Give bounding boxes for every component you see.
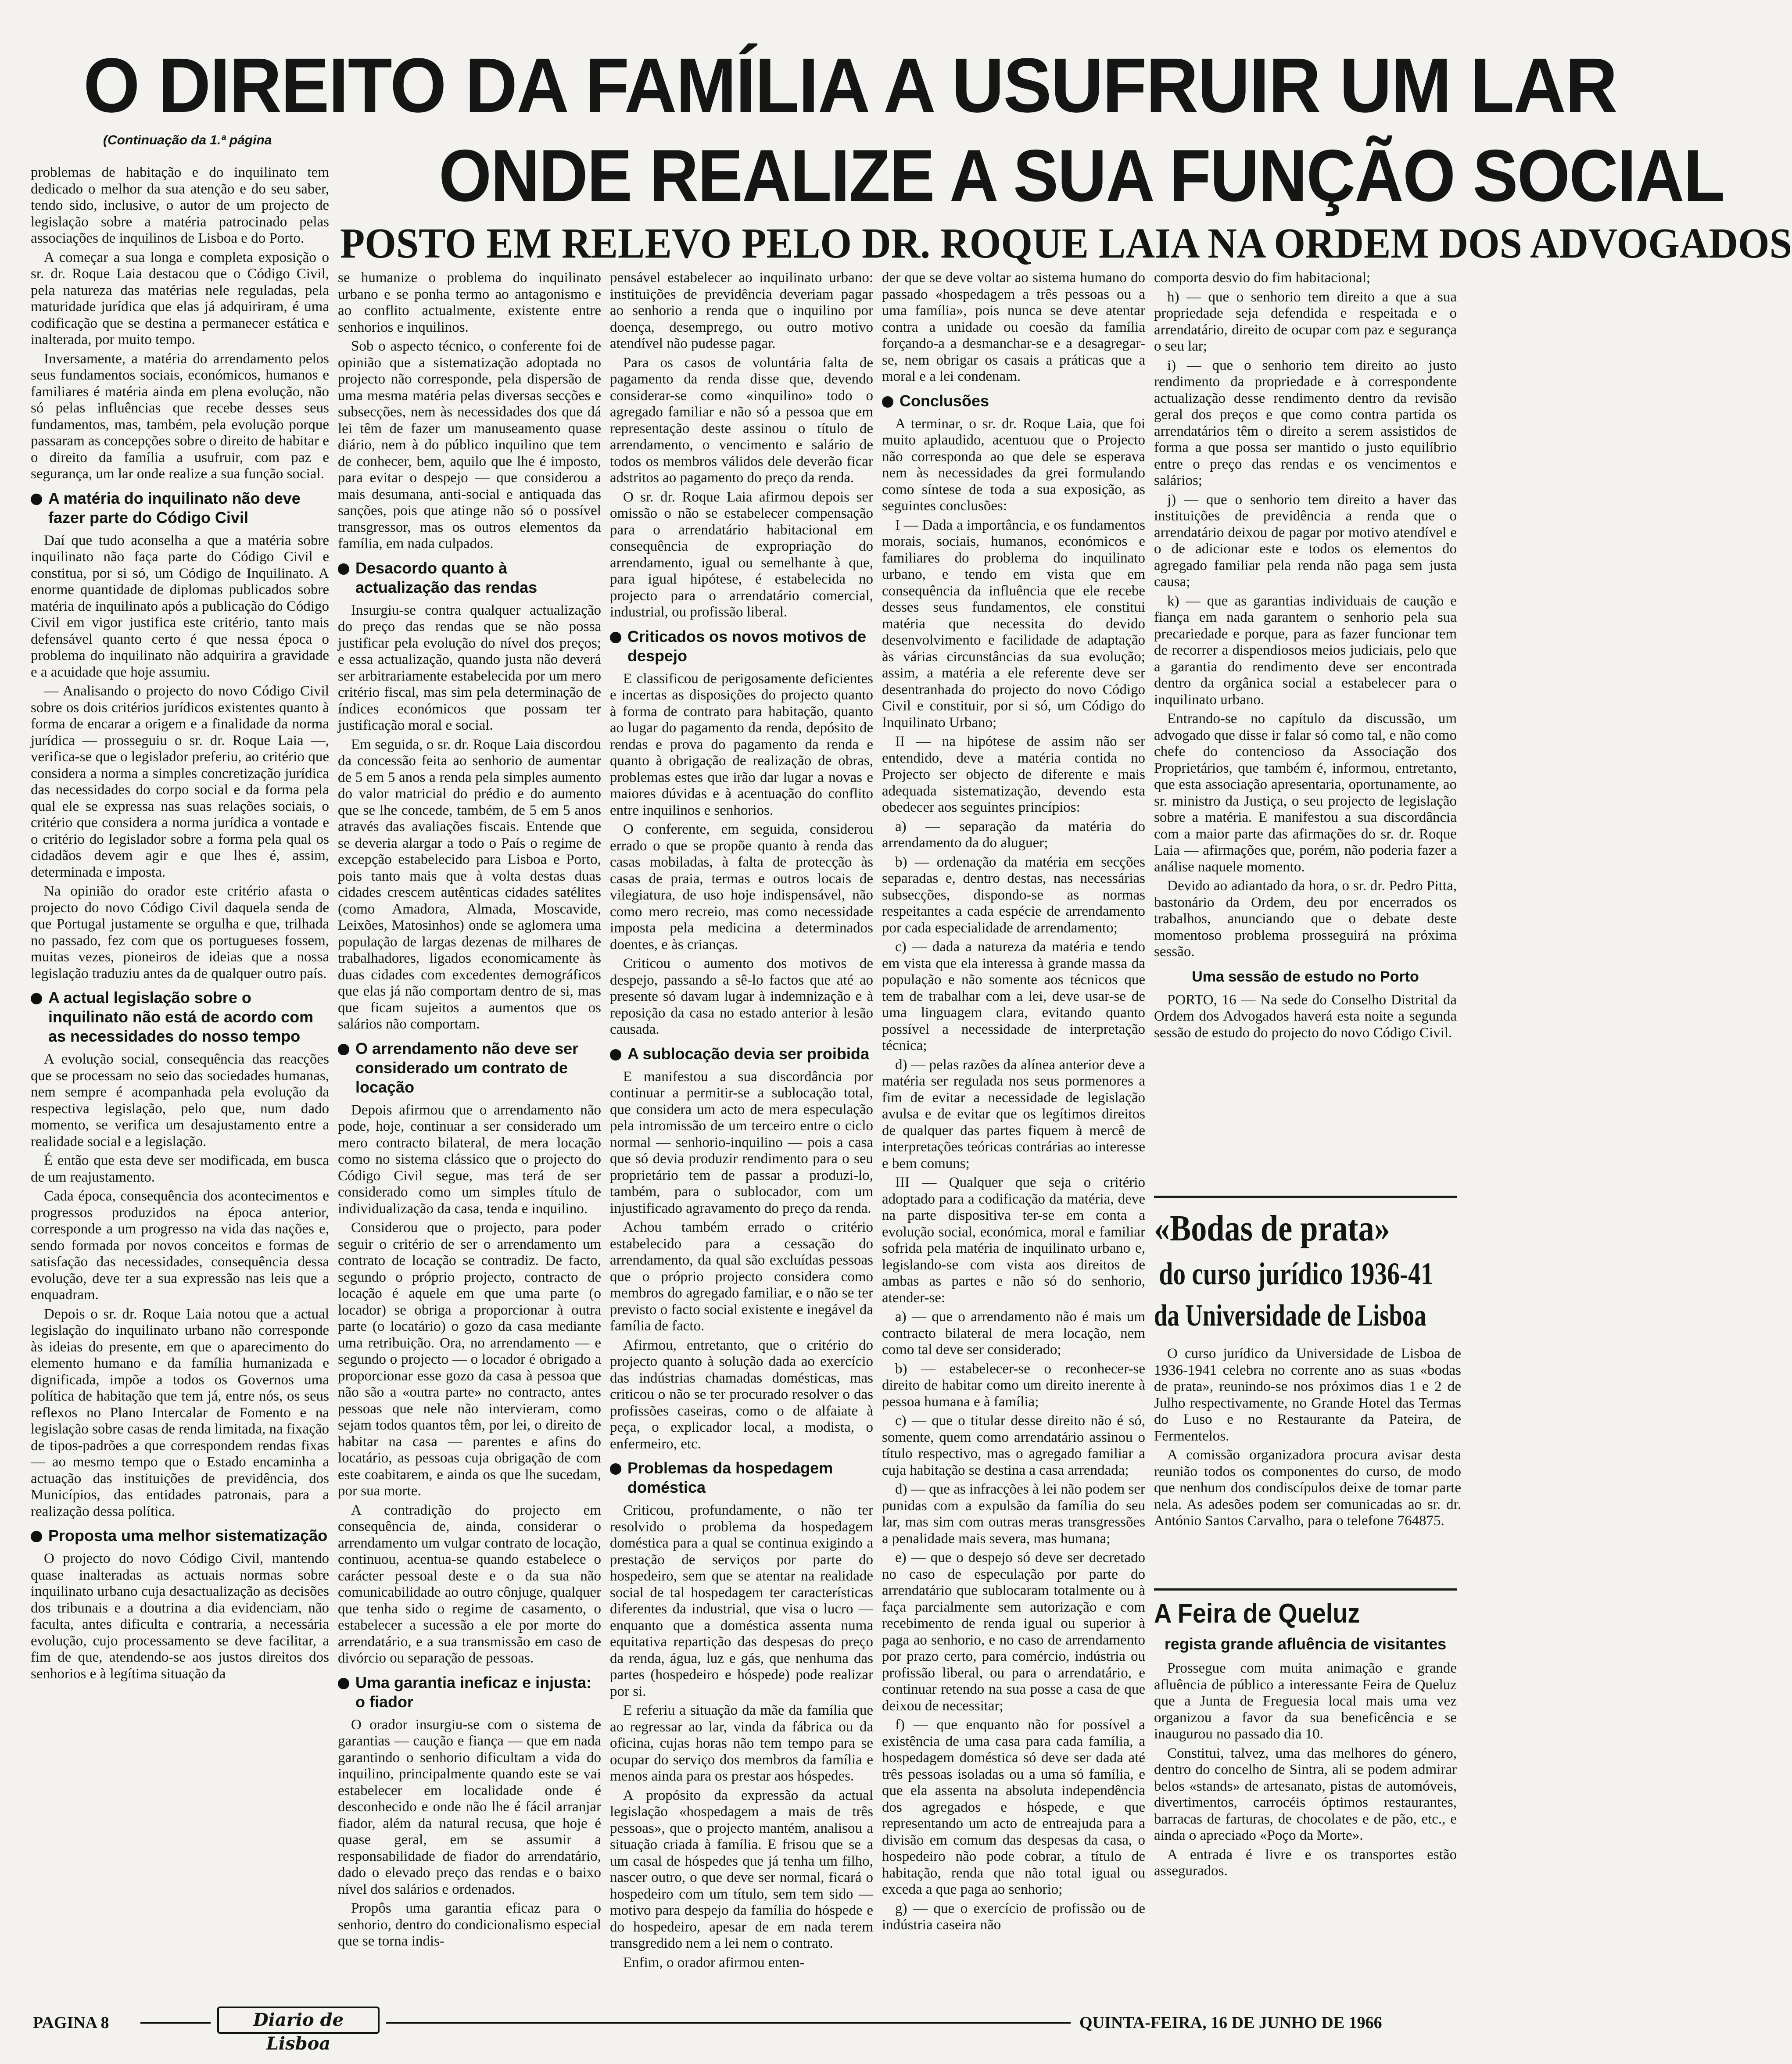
paragraph: a) — que o arrendamento não é mais um contracto bilateral de mera locação, nem como tal deve ser considerado; [882, 1309, 1145, 1358]
newspaper-logo: Diario de Lisboa [217, 2007, 380, 2034]
paragraph: Afirmou, entretanto, que o critério do projecto quanto à solução dada ao exercício das indústrias chamadas domésticas, mas criticou o não se ter procurado resolver o das profissões caseiras, como o de alfaiate à peça, o explicador local, a modista, o enfermeiro, etc. [610, 1337, 873, 1452]
continuation-note: (Continuação da 1.ª página [103, 133, 272, 147]
bullet-icon [882, 396, 893, 408]
bullet-icon [338, 1044, 349, 1055]
paragraph: O curso jurídico da Universidade de Lisboa de 1936-1941 celebra no corrente ano as suas «bodas de prata», reunindo-se nos próximos dias 1 e 2 de Julho respectivamente, no Grande Hotel das Termas do Luso e no Restaurante da Pateira, de Fermentelos. [1154, 1346, 1461, 1444]
paragraph: c) — dada a natureza da matéria e tendo em vista que ela interessa à grande massa da população e não somente aos técnicos que tem de trabalhar com a lei, deve usar-se de uma linguagem clara, evitando quanto possível a necessidade de interpretação técnica; [882, 939, 1145, 1054]
paragraph: pensável estabelecer ao inquilinato urbano: instituições de previdência deveriam pagar ao senhorio a renda que o inquilino por doença, desemprego, ou outro motivo atendível não pudesse pagar. [610, 270, 873, 351]
bodas-subtitle-1: do curso jurídico 1936-41 [1159, 1256, 1434, 1291]
paragraph: der que se deve voltar ao sistema humano do passado «hospedagem a três pessoas ou a uma família», pois nunca se deve atentar contra a unidade ou coesão da família forçando-a a desmanchar-se e a desagregar-se, nem obrigar os casais a práticas que a moral e a lei condenam. [882, 270, 1145, 384]
paragraph: h) — que o senhorio tem direito a que a sua propriedade seja defendida e respeitada e o arrendatário, direito de ocupar com paz e segurança o seu lar; [1154, 289, 1457, 354]
paragraph: g) — que o exercício de profissão ou de indústria caseira não [882, 1900, 1145, 1933]
paragraph: comporta desvio do fim habitacional; [1154, 270, 1371, 286]
paragraph: e) — que o despejo só deve ser decretado no caso de especulação por parte do arrendatário que sublocaram totalmente ou à faça parcialmente sem autorização e com recebimento de renda igual ou superior à paga ao senhorio, e no caso de arrendamento por prazo certo, para comércio, indústria ou profissão liberal, ou para o arrendatário, e continuar retendo na sua posse a casa de que deixou de necessitar; [882, 1550, 1145, 1714]
paragraph: A terminar, o sr. dr. Roque Laia, que foi muito aplaudido, acentuou que o Projecto não corresponda ao que dele se esperava nem às necessidades da grei formulando como síntese de toda a sua exposição, as seguintes conclusões: [882, 416, 1145, 514]
subheading: Criticados os novos motivos de despejo [610, 627, 873, 666]
paragraph: Na opinião do orador este critério afasta o projecto do novo Código Civil daquela senda de que Portugal justamente se orgulha e que, trilhada no passado, fez com que os portugueses fossem, muitas vezes, pioneiros de ideias que a nossa legislação traduziu antes da de qualquer outro país. [31, 883, 329, 982]
paragraph: j) — que o senhorio tem direito a haver das instituições de previdência a renda que o arrendatário deixou de pagar por motivo atendível e o de adicionar este e todos os elementos do agregado familiar pela renda não paga sem justa causa; [1154, 491, 1457, 590]
paragraph: i) — que o senhorio tem direito ao justo rendimento da propriedade e à correspondente actualização desse rendimento dentro da revisão geral dos preços e que como contra partida os arrendatários têm o direito a serem assistidos de forma a que possa ser mantido o justo equilíbrio entre o preço das rendas e os vencimentos e salários; [1154, 357, 1457, 488]
paragraph: Cada época, consequência dos acontecimentos e progressos produzidos na época anterior, corresponde a um progresso na vida das nações e, sendo formada por novos conceitos e formas de satisfação das necessidades, consequência dessa evolução, deve ter a sua expressão nas leis que a enquadram. [31, 1188, 329, 1303]
paragraph: Entrando-se no capítulo da discussão, um advogado que disse ir falar só como tal, e não como chefe do contencioso da Associação dos Proprietários, que também é, informou, entretanto, que esta associação apresentaria, oportunamente, ao sr. ministro da Justiça, o seu projecto de legislação sobre a matéria. E manifestou a sua discordância com a maior parte das afirmações do sr. dr. Roque Laia — afirmações que, porém, não poderia fazer a análise naquele momento. [1154, 711, 1457, 875]
paragraph: b) — estabelecer-se o reconhecer-se direito de habitar como um direito inerente à pessoa humana e à família; [882, 1361, 1145, 1410]
bullet-icon [610, 1463, 621, 1475]
paragraph: Insurgiu-se contra qualquer actualização do preço das rendas que se não possa justificar pela evolução do nível dos preços; e essa actualização, quando justa não deverá ser arbitrariamente estabelecida por um mero critério fiscal, mas sim pela determinação de índices económicos que possam ter justificação moral e social. [338, 602, 601, 733]
bullet-icon [338, 1678, 349, 1689]
paragraph: Constitui, talvez, uma das melhores do género, dentro do concelho de Sintra, ali se podem admirar belos «stands» de artesanato, pistas de automóveis, divertimentos, carrocéis óptimos restaurantes, barracas de farturas, de chocolates e de pão, etc., e ainda o apreciado «Poço da Morte». [1154, 1745, 1457, 1843]
section-divider [1154, 1588, 1457, 1591]
paragraph: Propôs uma garantia eficaz para o senhorio, dentro do condicionalismo especial que se torna indis- [338, 1900, 601, 1949]
paragraph: O sr. dr. Roque Laia afirmou depois ser omissão o não se estabelecer compensação para o arrendatário habitacional em consequência de expropriação do arrendamento, igual ou semelhante à que, para igual hipótese, é estabelecida no projecto para o arrendatário comercial, industrial, ou profissão liberal. [610, 489, 873, 620]
bullet-icon [31, 993, 42, 1004]
bodas-article [1154, 1204, 1461, 1626]
bullet-icon [610, 1049, 621, 1061]
subheading: Problemas da hospedagem doméstica [610, 1458, 873, 1497]
paragraph: O orador insurgiu-se com o sistema de garantias — caução e fiança — que em nada garantindo o senhorio dificultam a vida do inquilino, principalmente quando este se vai estabelecer em localidade onde é desconhecido e onde não lhe é fácil arranjar fiador, além da natural recusa, que hoje é quase geral, em se assumir a responsabilidade de fiador do arrendatário, dado o elevado preço das rendas e o baixo nível dos salários e ordenados. [338, 1716, 601, 1897]
subheading: A matéria do inquilinato não deve fazer parte do Código Civil [31, 489, 329, 527]
porto-session-title: Uma sessão de estudo no Porto [1192, 968, 1419, 985]
paragraph: problemas de habitação e do inquilinato tem dedicado o melhor da sua atenção e do seu saber, tendo sido, inclusive, o autor de um projecto de legislação sobre a matéria patrocinado pelas associações de inquilinos de Lisboa e do Porto. [31, 165, 329, 246]
footer-rule [140, 2022, 211, 2024]
subheading: Conclusões [882, 391, 1145, 411]
queluz-subtitle: regista grande afluência de visitantes [1164, 1635, 1447, 1653]
paragraph: Em seguida, o sr. dr. Roque Laia discordou da concessão feita ao senhorio de aumentar de 5 em 5 anos a renda pela simples aumento do valor matricial do prédio e do aumento que se lhe concede, também, de 5 em 5 anos através das avaliações fiscais. Entende que se deveria alargar a todo o País o regime de excepção estabelecido para Lisboa e Porto, pois tanto mais que à volta destas duas cidades crescem autênticas cidades satélites (como Amadora, Almada, Moscavide, Leixões, Matosinhos) onde se aglomera uma população de largas dezenas de milhares de trabalhadores, ligados economicamente às duas cidades com excedentes demográficos que elas já não comportam dentro de si, mas que ficam sujeitos a aumentos que os salários não comportam. [338, 736, 601, 1032]
paragraph: E classificou de perigosamente deficientes e incertas as disposições do projecto quanto à forma de contrato para habitação, quanto ao lugar do pagamento da renda, depósito de rendas e prova do pagamento da renda e quanto à obrigação de realização de obras, problemas estes que irão dar lugar a novas e maiores dúvidas e à acentuação do conflito entre inquilinos e senhorios. [610, 670, 873, 818]
bullet-icon [31, 494, 42, 505]
paragraph: A propósito da expressão da actual legislação «hospedagem a mais de três pessoas», que o projecto mantém, analisou a situação criada à família. E frisou que se a um casal de hóspedes que já tenha um filho, nascer outro, o que deve ser normal, ficará o hospedeiro com um título, sem tem sido — motivo para despejo da família do hóspede e do hospedeiro, apesar de em nada terem transgredido nem a lei nem o contrato. [610, 1787, 873, 1951]
paragraph: Sob o aspecto técnico, o conferente foi de opinião que a sistematização adoptada no projecto não corresponde, pela dispersão de uma mesma matéria pelas diversas secções e subsecções, nem às necessidades dos que dá lei têm de fazer um manuseamento quase diário, nem à do público inquilino que tem de conhecer, bem, aquilo que lhe é imposto, para evitar o despejo — que considerou a mais desumana, anti-social e antiquada das sanções, pois que atinge não só o possível transgressor, mas os outros elementos da família, em nada culpados. [338, 338, 601, 552]
footer-rule [386, 2022, 1071, 2024]
bullet-icon [31, 1531, 42, 1542]
subheading: Desacordo quanto à actualização das rendas [338, 559, 601, 597]
paragraph: — Analisando o projecto do novo Código Civil sobre os dois critérios jurídicos existentes quanto à forma de encarar a origem e a finalidade da norma jurídica — prosseguiu o sr. dr. Roque Laia —, verifica-se que o legislador preferiu, ao critério que considera a norma a simples concretização jurídica das necessidades do corpo social e da forma pela qual ele se expressa nas suas relações sociais, o critério que considera a norma jurídica a vontade e o critério do legislador sobre a forma pela qual os cidadãos devem agir e que lhes é, assim, determinada e imposta. [31, 683, 329, 880]
bullet-icon [610, 632, 621, 643]
column-1 [31, 165, 329, 2003]
headline-line-2: ONDE REALIZE A SUA FUNÇÃO SOCIAL [439, 134, 1724, 217]
paragraph: k) — que as garantias individuais de caução e fiança em nada garantem o senhorio pela sua precariedade e porque, para as fazer funcionar tem de recorrer a dispendiosos meios judiciais, pelo que a garantia do rendimento deve ser encontrada dentro da orgânica social a estabelecer para o inquilinato urbano. [1154, 593, 1457, 708]
paragraph: A evolução social, consequência das reacções que se processam no seio das sociedades humanas, nem sempre é acompanhada pela evolução da respectiva legislação, pelo que, num dado momento, se verifica um desajustamento entre a realidade social e a legislação. [31, 1051, 329, 1150]
paragraph: Devido ao adiantado da hora, o sr. dr. Pedro Pitta, bastonário da Ordem, deu por encerrados os trabalhos, anunciando que o debate deste momentoso problema prosseguirá na próxima sessão. [1154, 878, 1457, 960]
column-5 [1154, 270, 1457, 1191]
paragraph: III — Qualquer que seja o critério adoptado para a codificação da matéria, deve na parte dispositiva ter-se em conta a evolução social, económica, moral e familiar sofrida pela matéria de inquilinato urbano e, legislando-se com vista aos direitos de ambas as partes e não só do senhorio, atender-se: [882, 1175, 1145, 1306]
paragraph: O conferente, em seguida, considerou errado o que se propõe quanto à renda das casas mobiladas, à falta de protecção às casas de praia, termas e outros locais de vilegiatura, de uso hoje indispensável, não como mero recreio, mas como necessidade imposta pela medicina a determinados doentes, e às crianças. [610, 821, 873, 953]
paragraph: Considerou que o projecto, para poder seguir o critério de ser o arrendamento um contrato de locação se contradiz. De facto, segundo o próprio projecto, contracto de locação é aquele em que uma parte (o locador) se obriga a proporcionar à outra parte (o locatário) o gozo da casa mediante uma retribuição. Ora, no arrendamento — e segundo o projecto — o locador é obrigado a proporcionar esse gozo da casa à pessoa que não são a «outra parte» no contracto, antes pessoas que nele não intervieram, como sejam todos quantos têm, por lei, o direito de habitar na casa — parentes e afins do locatário, as pessoas cuja obrigação de com este coabitarem, e ainda os que lhe sucedam, por sua morte. [338, 1220, 601, 1499]
paragraph: A contradição do projecto em consequência de, ainda, considerar o arrendamento um vulgar contrato de locação, continuou, acentua-se quando estabelece o carácter pessoal deste e o da sua não comunicabilidade ao outro cônjuge, qualquer que tenha sido o regime de casamento, o estabelecer a sucessão a ele por morte do arrendatário, e a sua transmissão em caso de divórcio ou separação de pessoas. [338, 1502, 601, 1666]
paragraph: Depois afirmou que o arrendamento não pode, hoje, continuar a ser considerado um mero contracto bilateral, de mera locação como no sistema clássico que o projecto do Código Civil segue, mas terá de ser considerado como um simples título de individualização da casa, tenda e inquilino. [338, 1102, 601, 1217]
paragraph: A entrada é livre e os transportes estão assegurados. [1154, 1846, 1457, 1879]
bodas-title: «Bodas de prata» [1154, 1208, 1390, 1249]
subheading: A actual legislação sobre o inquilinato não está de acordo com as necessidades do nosso tempo [31, 988, 329, 1046]
paragraph: I — Dada a importância, e os fundamentos morais, sociais, humanos, económicos e familiares do problema do inquilinato urbano, e tendo em vista que em consequência da influência que ele recebe desses seus fundamentos, ele constitui matéria que necessita do devido desenvolvimento e facilidade de adaptação às várias circunstâncias da sua evolução; assim, a matéria a ele referente deve ser desentranhada do projecto do novo Código Civil e constituir, por si só, um Código do Inquilinato Urbano; [882, 517, 1145, 731]
paragraph: Criticou o aumento dos motivos de despejo, passando a sê-lo factos que até ao presente só davam lugar à indemnização e à reposição da casa no estado anterior à lesão causada. [610, 956, 873, 1037]
paragraph: d) — que as infracções à lei não podem ser punidas com a expulsão da família do seu lar, mas sim com outras meras transgressões a penalidade mais severa, mas humana; [882, 1481, 1145, 1547]
paragraph: se humanize o problema do inquilinato urbano e se ponha termo ao antagonismo e ao conflito actualmente, existente entre senhorios e inquilinos. [338, 270, 601, 335]
column-2 [338, 270, 601, 2003]
subheading: O arrendamento não deve ser considerado um contrato de locação [338, 1039, 601, 1097]
paragraph: É então que esta deve ser modificada, em busca de um reajustamento. [31, 1153, 329, 1185]
headline-line-3: POSTO EM RELEVO PELO DR. ROQUE LAIA NA ORDEM DOS ADVOGADOS [340, 220, 1792, 267]
paragraph: Inversamente, a matéria do arrendamento pelos seus fundamentos sociais, económicos, humanos e familiares é matéria ainda em plena evolução, não só pelas influências que recebe desses seus fundamentos, mas, também, pela evolução porque passaram as concepções sobre o direito de habitar e o direito da família a usufruir, com paz e segurança, um lar onde realize a sua função social. [31, 351, 329, 482]
paragraph: Depois o sr. dr. Roque Laia notou que a actual legislação do inquilinato urbano não corresponde às ideias do presente, em que o aparecimento do elemento humano e da família humanizada e dignificada, impõe a todos os Governos uma política de habitação que tem já, entre nós, os seus reflexos no Plano Intercalar de Fomento e na legislação sobre casas de renda limitada, na fixação de tipos-padrões a que correspondem rendas fixas — ao mesmo tempo que o Estado encaminha a actuação das instituições de previdência, dos Municípios, das entidades patronais, para a realização dessa política. [31, 1306, 329, 1519]
headline-line-1: O DIREITO DA FAMÍLIA A USUFRUIR UM LAR [83, 43, 1617, 129]
queluz-article [1154, 1597, 1457, 2005]
paragraph: O projecto do novo Código Civil, mantendo quase inalteradas as actuais normas sobre inquilinato urbano cuja desactualização as decisões dos tribunais e a doutrina a dia evidenciam, não faculta, antes dificulta e contraria, a necessária evolução, cujo processamento se deve facilitar, a fim de que, atendendo-se aos justos direitos dos senhorios e à legítima situação da [31, 1551, 329, 1682]
paragraph: Para os casos de voluntária falta de pagamento da renda disse que, devendo considerar-se como «inquilino» todo o agregado familiar e não só a pessoa que em representação deste assinou o título de arrendamento, o vencimento e salário de todos os membros válidos dele deverão ficar adstritos ao pagamento do preço da renda. [610, 355, 873, 486]
paragraph: Prossegue com muita animação e grande afluência de público a interessante Feira de Queluz que a Junta de Freguesia local mais uma vez organizou a favor da sua beneficência e se inaugurou no passado dia 10. [1154, 1660, 1457, 1742]
paragraph: A começar a sua longa e completa exposição o sr. dr. Roque Laia destacou que o Código Civil, pela natureza das matérias nele reguladas, pela maturidade jurídica que elas já adquiriram, é uma codificação que se destina a permanecer estática e inalterada, por muito tempo. [31, 249, 329, 348]
paragraph: d) — pelas razões da alínea anterior deve a matéria ser regulada nos seus pormenores a fim de evitar a necessidade de legislação avulsa e de evitar que os legítimos direitos de qualquer das partes fiquem à mercê de interpretações teóricas contrárias ao interesse e bem comuns; [882, 1057, 1145, 1172]
subheading: A sublocação devia ser proibida [610, 1044, 873, 1064]
paragraph: Criticou, profundamente, o não ter resolvido o problema da hospedagem doméstica para a qual se continua exigindo a prestação de serviços por parte do hospedeiro, sem que se atentar na realidade social de tal hospedagem ter características diferentes da industrial, que visa o lucro — enquanto que a doméstica assenta numa equitativa repartição das despesas do preço da renda, água, luz e gás, que nenhuma das partes (hospedeiro e hóspede) pode realizar por si. [610, 1502, 873, 1699]
paragraph: Enfim, o orador afirmou enten- [623, 1954, 805, 1971]
section-divider [1154, 1196, 1457, 1198]
page-number: PAGINA 8 [33, 2014, 109, 2032]
bullet-icon [338, 563, 349, 575]
paragraph: E manifestou a sua discordância por continuar a permitir-se a sublocação total, que considera um acto de mera especulação pela intromissão de um terceiro entre o ciclo normal — senhorio-inquilino — pois a casa que só devia produzir rendimento para o seu proprietário tem de passar a produzi-lo, também, para o sublocador, com um injustificado agravamento do preço da renda. [610, 1068, 873, 1216]
paragraph: E referiu a situação da mãe da família que ao regressar ao lar, vinda da fábrica ou da oficina, cujas horas não tem tempo para se ocupar do serviço dos membros da família e menos ainda para os prestar aos hóspedes. [610, 1702, 873, 1784]
paragraph: A comissão organizadora procura avisar desta reunião todos os componentes do curso, de modo que nenhum dos condiscípulos deixe de tomar parte nela. As adesões podem ser comunicadas ao sr. dr. António Santos Carvalho, para o telefone 764875. [1154, 1447, 1461, 1529]
paragraph: Daí que tudo aconselha a que a matéria sobre inquilinato não faça parte do Código Civil e constitua, por si só, um Código de Inquilinato. A enorme quantidade de diplomas publicados sobre matéria de inquilinato após a publicação do Código Civil em vigor justifica este critério, tanto mais defensável quanto certo é que nessa época o problema do inquilinato não adquirira a gravidade e a acuidade que hoje assumiu. [31, 532, 329, 680]
paragraph: b) — ordenação da matéria em secções separadas e, dentro destas, nas necessárias subsecções, dispondo-se as normas respeitantes a cada espécie de arrendamento por cada especialidade de arrendamento; [882, 854, 1145, 936]
column-3 [610, 270, 873, 2003]
paragraph: II — na hipótese de assim não ser entendido, deve a matéria contida no Projecto ser objecto de diferente e mais adequada sistematização, devendo esta obedecer aos seguintes princípios: [882, 734, 1145, 815]
paragraph: a) — separação da matéria do arrendamento da do aluguer; [882, 818, 1145, 851]
issue-date: QUINTA-FEIRA, 16 DE JUNHO DE 1966 [1079, 2014, 1382, 2032]
paragraph: Achou também errado o critério estabelecido para a cessação do arrendamento, da qual são excluídas pessoas que o próprio projecto considera como membros do agregado familiar, e o não se ter previsto o facto social existente e inegável da família de facto. [610, 1219, 873, 1334]
subheading: Uma garantia ineficaz e injusta: o fiador [338, 1673, 601, 1712]
column-4 [882, 270, 1145, 2003]
bodas-subtitle-2: da Universidade de Lisboa [1154, 1299, 1426, 1333]
paragraph: PORTO, 16 — Na sede do Conselho Distrital da Ordem dos Advogados haverá esta noite a segunda sessão de estudo do projecto do novo Código Civil. [1154, 992, 1457, 1041]
paragraph: f) — que enquanto não for possível a existência de uma casa para cada família, a hospedagem doméstica só deve ser dada até três pessoas isoladas ou a uma só família, e que ela assenta na absoluta independência dos agregados e hóspede, e que representando um acto de entreajuda para a divisão em comum das despesas da casa, o hospedeiro não pode cobrar, a título de habitação, renda que não total igual ou exceda a que paga ao senhorio; [882, 1717, 1145, 1897]
paragraph: c) — que o titular desse direito não é só, somente, quem como arrendatário assinou o título respectivo, mas o agregado familiar a cuja habitação se destina a casa arrendada; [882, 1413, 1145, 1478]
subheading: Proposta uma melhor sistematização [31, 1526, 329, 1545]
queluz-title: A Feira de Queluz [1154, 1598, 1360, 1629]
